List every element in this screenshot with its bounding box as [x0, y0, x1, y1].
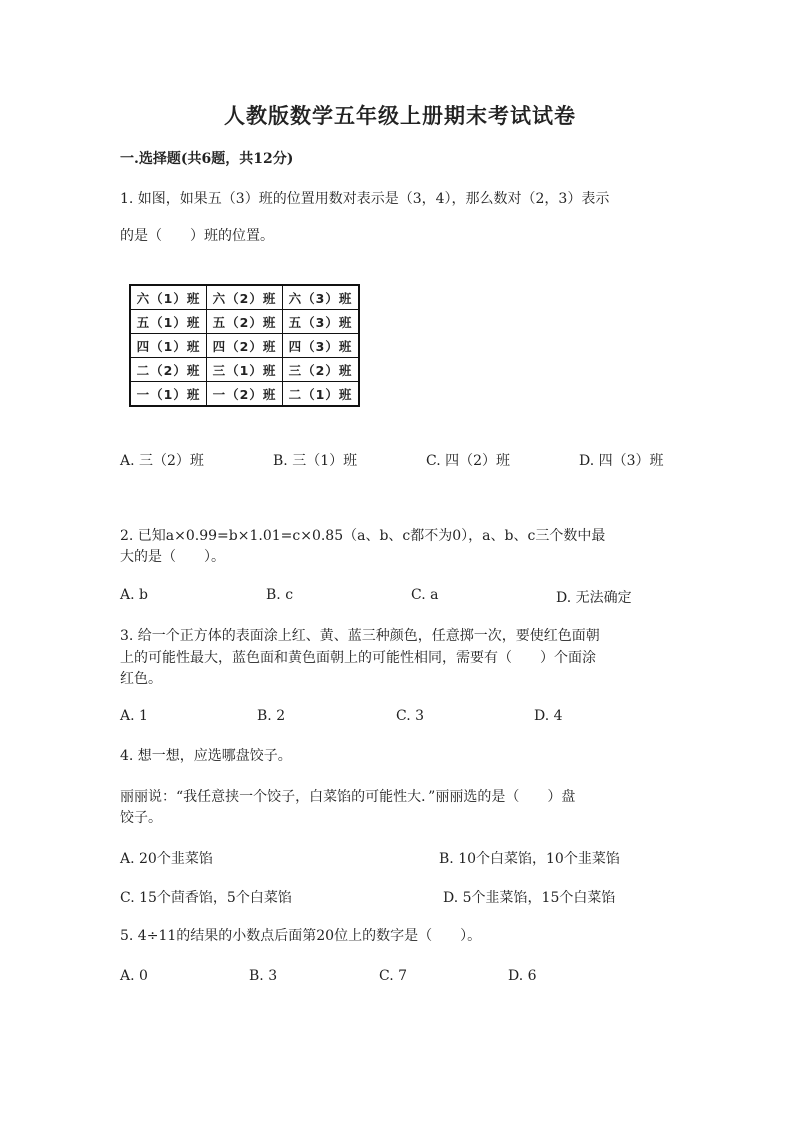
question-3-line-1: 3. 给一个正方体的表面涂上红、黄、蓝三种颜色，任意掷一次，要使红色面朝	[120, 628, 600, 644]
grid-row	[130, 358, 359, 382]
grid-cell: 六（3）班	[283, 285, 360, 310]
question-4-option-c[interactable]: C. 15个茴香馅，5个白菜馅	[120, 890, 292, 906]
grid-row	[130, 334, 359, 358]
grid-cell: 五（3）班	[283, 310, 360, 334]
question-2-option-a[interactable]: A. b	[120, 587, 148, 603]
question-3-option-d[interactable]: D. 4	[534, 708, 563, 724]
question-1-option-a[interactable]: A. 三（2）班	[120, 453, 204, 469]
grid-cell: 五（2）班	[207, 310, 283, 334]
question-1-option-c[interactable]: C. 四（2）班	[426, 453, 511, 469]
question-4-option-a[interactable]: A. 20个韭菜馅	[120, 851, 213, 867]
question-2-option-b[interactable]: B. c	[266, 587, 294, 603]
question-4-line-3: 饺子。	[120, 810, 162, 826]
question-3-line-3: 红色。	[120, 671, 162, 687]
question-5-option-a[interactable]: A. 0	[120, 968, 148, 984]
grid-cell: 二（1）班	[283, 382, 360, 407]
question-4-option-b[interactable]: B. 10个白菜馅，10个韭菜馅	[439, 851, 620, 867]
grid-cell: 二（2）班	[130, 358, 207, 382]
question-1-line-2: 的是（ ）班的位置。	[120, 228, 274, 244]
question-2-option-d[interactable]: D. 无法确定	[556, 590, 632, 606]
grid-cell: 一（1）班	[130, 382, 207, 407]
grid-row	[130, 310, 359, 334]
grid-row	[130, 285, 359, 310]
question-1-option-b[interactable]: B. 三（1）班	[273, 453, 358, 469]
page-title: 人教版数学五年级上册期末考试试卷	[224, 103, 576, 128]
question-4-option-d[interactable]: D. 5个韭菜馅，15个白菜馅	[443, 890, 616, 906]
question-1-option-d[interactable]: D. 四（3）班	[579, 453, 664, 469]
grid-cell: 一（2）班	[207, 382, 283, 407]
grid-cell: 六（1）班	[130, 285, 207, 310]
question-3-option-b[interactable]: B. 2	[257, 708, 286, 724]
question-1-line-1: 1. 如图，如果五（3）班的位置用数对表示是（3，4），那么数对（2，3）表示	[120, 191, 610, 207]
question-2-line-1: 2. 已知a×0.99=b×1.01=c×0.85（a、b、c都不为0），a、b、c三个数中最	[120, 528, 606, 544]
grid-cell: 四（1）班	[130, 334, 207, 358]
grid-cell: 六（2）班	[207, 285, 283, 310]
grid-row	[130, 382, 359, 407]
section-heading: 一.选择题(共6题，共12分)	[120, 151, 294, 167]
question-2-option-c[interactable]: C. a	[411, 587, 439, 603]
question-3-option-a[interactable]: A. 1	[120, 708, 148, 724]
class-seating-grid	[129, 284, 360, 407]
grid-cell: 四（2）班	[207, 334, 283, 358]
grid-cell: 三（2）班	[283, 358, 360, 382]
question-5-option-c[interactable]: C. 7	[379, 968, 408, 984]
question-4-line-2: 丽丽说：“我任意挟一个饺子，白菜馅的可能性大．”丽丽选的是（ ）盘	[120, 789, 576, 805]
question-5-option-b[interactable]: B. 3	[249, 968, 278, 984]
question-2-line-2: 大的是（ ）。	[120, 549, 225, 565]
question-5-option-d[interactable]: D. 6	[508, 968, 537, 984]
question-3-option-c[interactable]: C. 3	[396, 708, 425, 724]
grid-cell: 四（3）班	[283, 334, 360, 358]
grid-cell: 五（1）班	[130, 310, 207, 334]
question-5-line-1: 5. 4÷11的结果的小数点后面第20位上的数字是（ ）。	[120, 928, 482, 944]
question-3-line-2: 上的可能性最大，蓝色面和黄色面朝上的可能性相同，需要有（ ）个面涂	[120, 650, 596, 666]
question-4-line-1: 4. 想一想，应选哪盘饺子。	[120, 748, 292, 764]
grid-cell: 三（1）班	[207, 358, 283, 382]
